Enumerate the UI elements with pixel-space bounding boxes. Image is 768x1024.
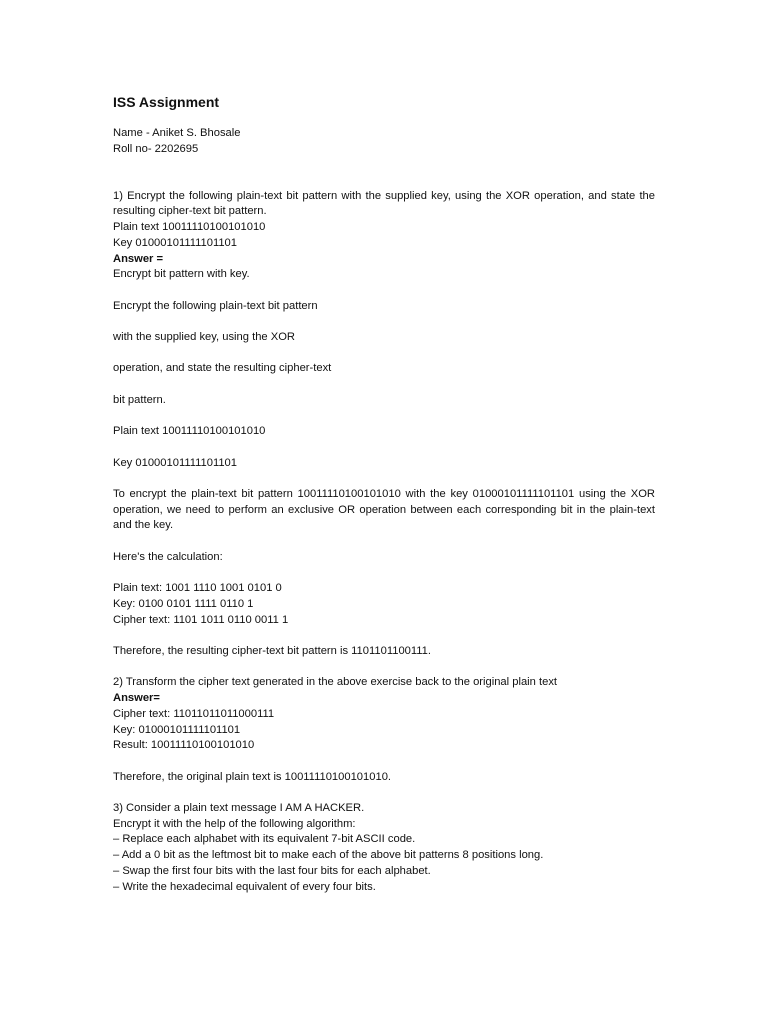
q3-instruction: Encrypt it with the help of the following algorithm: [113,817,356,830]
document-page [113,93,655,895]
q1-conclusion: Therefore, the resulting cipher-text bit pattern is 1101101100111. [113,645,431,658]
q1-answer-line-2: Encrypt the following plain-text bit pattern [113,299,318,312]
q1-plain-text: Plain text 10011110100101010 [113,221,266,234]
q1-key: Key 01000101111101101 [113,236,238,249]
q2-conclusion: Therefore, the original plain text is 10011110100101010. [113,770,392,783]
q1-explanation: To encrypt the plain-text bit pattern 10011110100101010 with the key 01000101111101101 using the XOR operation, we need to perform an exclusive OR operation between each corresponding bit in the plain-text and the key. [113,488,655,532]
document-title: ISS Assignment [113,94,220,110]
q2-question: 2) Transform the cipher text generated in the above exercise back to the original plain text [113,676,558,689]
q1-calc-key: Key: 0100 0101 1111 0110 1 [113,597,254,610]
q2-result: Result: 10011110100101010 [113,739,255,752]
q1-answer-line-5: bit pattern. [113,393,166,406]
q1-answer-label: Answer = [113,252,164,265]
q1-answer-line-7: Key 01000101111101101 [113,456,238,469]
q1-calculation-intro: Here's the calculation: [113,550,223,563]
q1-answer-line-1: Encrypt bit pattern with key. [113,268,250,281]
q3-step-1: – Replace each alphabet with its equivalent 7-bit ASCII code. [113,833,416,846]
q1-answer-line-6: Plain text 10011110100101010 [113,425,266,438]
q1-calc-cipher: Cipher text: 1101 1011 0110 0011 1 [113,613,289,626]
q2-key: Key: 01000101111101101 [113,723,241,736]
q1-answer-line-3: with the supplied key, using the XOR [113,331,295,344]
student-name: Name - Aniket S. Bhosale [113,127,241,139]
roll-number: Roll no- 2202695 [113,142,199,155]
q1-question: 1) Encrypt the following plain-text bit pattern with the supplied key, using the XOR operation, and state the resulting cipher-text bit pattern. [113,189,655,218]
q3-question: 3) Consider a plain text message I AM A HACKER. [113,802,365,814]
q1-calc-plain: Plain text: 1001 1110 1001 0101 0 [113,582,282,595]
q2-answer-label: Answer= [113,692,160,705]
q3-step-3: – Swap the first four bits with the last four bits for each alphabet. [113,864,431,877]
q3-step-2: – Add a 0 bit as the leftmost bit to make each of the above bit patterns 8 positions long. [113,849,544,862]
q1-answer-line-4: operation, and state the resulting cipher-text [113,362,332,375]
q2-cipher: Cipher text: 11011011011000111 [113,707,275,720]
q3-step-4: – Write the hexadecimal equivalent of every four bits. [113,880,376,893]
